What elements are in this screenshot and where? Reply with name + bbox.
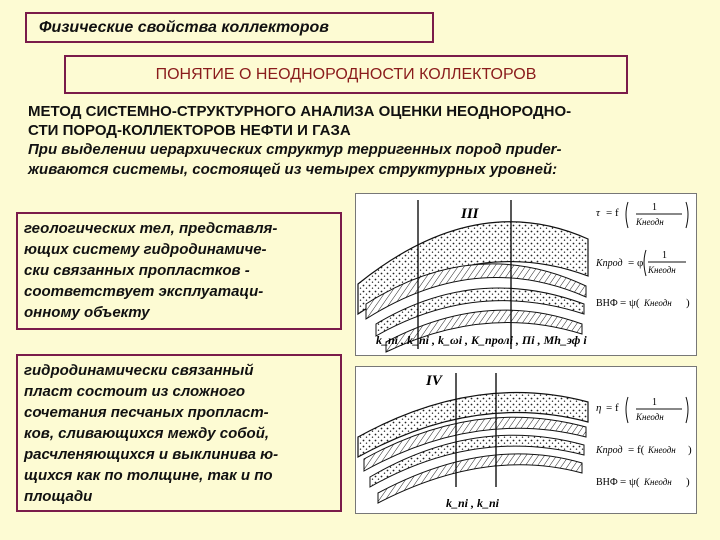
level-3-label: III	[461, 206, 479, 222]
svg-text:= f: = f	[606, 402, 619, 414]
svg-text:= ψ(: = ψ(	[620, 476, 640, 488]
method-line-2: СТИ ПОРОД-КОЛЛЕКТОРОВ НЕФТИ И ГАЗА	[28, 122, 351, 139]
formula-6-sub: Kнеодн	[644, 477, 672, 487]
svg-text:): )	[686, 476, 690, 488]
svg-text:1: 1	[652, 202, 657, 213]
svg-text:): )	[686, 297, 690, 309]
formula-1-left: τ	[596, 207, 600, 219]
level-3-description	[16, 212, 342, 330]
formula-5-left: Kпрод	[596, 445, 623, 456]
level-4-line: гидродинамически связанный	[24, 362, 254, 379]
level-4-line: сочетания песчаных пропласт-	[24, 404, 269, 421]
level-4-figure	[355, 366, 697, 514]
svg-text:= f: = f	[606, 207, 619, 219]
level-4-label: IV	[426, 373, 442, 389]
level-3-figure	[355, 193, 697, 356]
formula-2-left: Kпрод	[596, 258, 623, 269]
level-3-line: геологических тел, представля-	[24, 220, 278, 237]
svg-text:= φ: = φ	[628, 257, 644, 269]
slide-title-text: Физические свойства коллекторов	[39, 18, 329, 36]
intro-line-2: живаются системы, состоящей из четырех структурных уровней:	[28, 161, 558, 178]
level-3-line: ски связанных пропластков -	[24, 262, 250, 279]
formula-6-left: ВНФ	[596, 477, 618, 488]
slide-title	[25, 12, 434, 43]
level-3-line: ющих систему гидродинамиче-	[24, 241, 267, 258]
formula-1-sub: Kнеодн	[636, 217, 664, 227]
level-4-line: площади	[24, 488, 93, 505]
formula-2-sub: Kнеодн	[648, 265, 676, 275]
level-3-strata-diagram	[356, 194, 696, 355]
svg-text:): )	[688, 444, 692, 456]
level-4-params: k_пi , k_пi	[446, 496, 500, 510]
method-heading	[28, 102, 708, 140]
svg-text:= f(: = f(	[628, 444, 645, 456]
formula-3-sub: Kнеодн	[644, 298, 672, 308]
level-4-line: ков, сливающихся между собой,	[24, 425, 270, 442]
formula-5-sub: Kнеодн	[648, 445, 676, 455]
formula-3-left: ВНФ	[596, 298, 618, 309]
level-4-line: расчленяющихся и выклинива ю-	[24, 446, 279, 463]
formula-4-sub: Kнеодн	[636, 412, 664, 422]
slide-subtitle	[64, 55, 628, 94]
level-4-description	[16, 354, 342, 512]
level-4-line: пласт состоит из сложного	[24, 383, 245, 400]
svg-text:1: 1	[652, 397, 657, 408]
svg-text:1: 1	[662, 250, 667, 261]
intro-line-1: При выделении иерархических структур терригенных пород приder-	[28, 141, 562, 158]
formula-4-left: η	[596, 402, 602, 414]
slide-subtitle-text: ПОНЯТИЕ О НЕОДНОРОДНОСТИ КОЛЛЕКТОРОВ	[155, 66, 537, 83]
svg-text:= ψ(: = ψ(	[620, 297, 640, 309]
level-3-params: k_пi , k_пi , k_ωi , K_пролi , Пi , Mh_эф i	[376, 333, 587, 347]
level-4-line: щихся как по толщине, так и по	[24, 467, 273, 484]
level-3-line: соответствует эксплуатаци-	[24, 283, 264, 300]
level-3-line: онному объекту	[24, 304, 150, 321]
level-4-strata-diagram	[356, 367, 696, 513]
intro-text	[28, 140, 708, 180]
method-line-1: МЕТОД СИСТЕМНО-СТРУКТУРНОГО АНАЛИЗА ОЦЕНКИ НЕОДНОРОДНО-	[28, 103, 572, 120]
